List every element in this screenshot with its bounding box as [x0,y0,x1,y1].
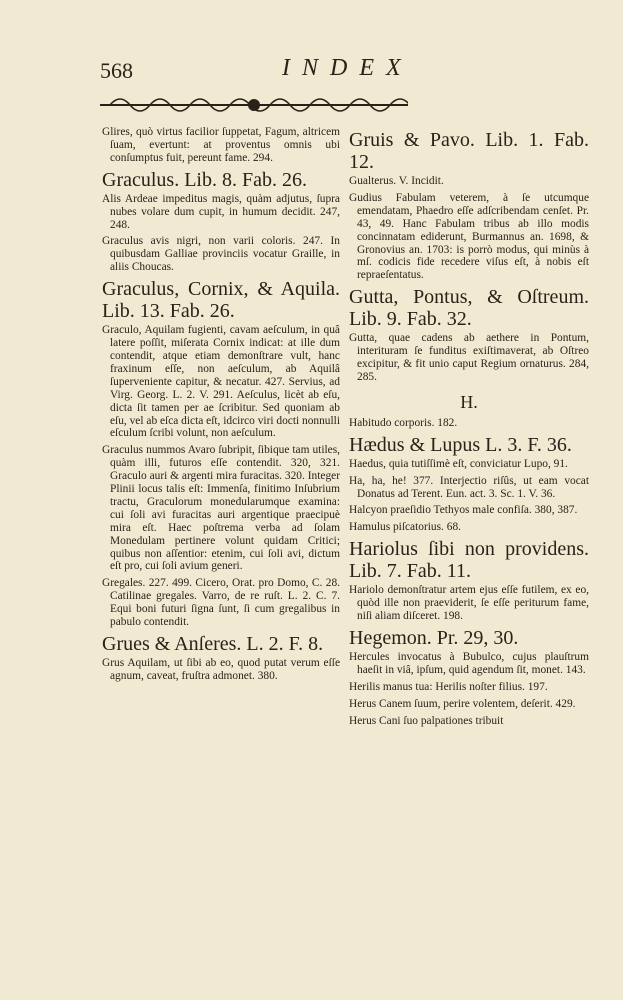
index-headword: Hegemon. Pr. 29, 30. [349,626,519,649]
ornament-divider [100,90,408,120]
index-entry: Graculus avis nigri, non varii coloris. 247. In quibusdam Galliae provinciis vocatur Graille, in aliis Choucas. [102,235,340,274]
index-headword: Graculus. Lib. 8. Fab. 26. [102,168,307,191]
index-entry: Hariolo demonſtratur artem ejus eſſe futilem, ex eo, quòd ille non praeviderit, ſe eſſe periturum fame, niſi aliam diſceret. 198. [349,584,589,623]
index-entry: Habitudo corporis. 182. [349,416,458,429]
page-number: 568 [100,58,133,83]
index-entry: Halcyon praeſidio Tethyos male confiſa. 380, 387. [349,504,578,517]
index-entry: Herus Canem ſuum, perire volentem, deſerit. 429. [349,697,576,710]
index-headword: Grues & Anſeres. L. 2. F. 8. [102,633,324,655]
index-entry: Ha, ha, he! 377. Interjectio riſûs, ut eam vocat Donatus ad Terent. Eun. act. 3. Sc. 1. V. 36. [349,474,589,500]
index-entry: Hamulus piſcatorius. 68. [349,521,461,534]
left-column [102,126,340,687]
section-letter: H. [460,391,478,412]
index-entry: Alis Ardeae impeditus magis, quàm adjutus, ſupra nubes volare dum cupit, in humum decidit. 247, 248. [102,192,340,231]
index-headword: Gruis & Pavo. Lib. 1. Fab. 12. [349,129,589,173]
index-entry: Herilis manus tua: Herilis noſter filius. 197. [349,680,548,693]
index-entry: Gutta, quae cadens ab aethere in Pontum, interituram ſe funditus exiſtimaverat, ab Oſtreo excipitur, & fit unio caput Regium ornaturus. 284, 285. [349,332,589,383]
index-headword: Graculus, Cornix, & Aquila. Lib. 13. Fab. 26. [102,278,340,323]
index-entry: Graculus nummos Avaro ſubripit, ſibique tam utiles, quàm illi, futuros eſſe contendit. 320, 321. Graculo auri & argenti mira furacitas. 320. Integer Plinii locus talis eſt: Immenſa, finitimo Inſubrium tractu, Graculorum monedularumque examina: cui ſoli avi furacitas auri argentique praecipuè mira eſt. Haec poſtrema verba ad ſolam Monedulam pertinere volunt quidam Critici; quibus non aſſentior: etenim, cui ſoli avi, dictum eſt pro, cui ſoli avium generi. [102,444,340,573]
index-entry: Graculo, Aquilam fugienti, cavam aeſculum, in quâ latere poſſit, miſerata Cornix indicat: at ille dum contendit, atque etiam demonſtrare vult, hanc fraxinum eſſe, non aeſculum, ab Aquilâ ſupervenientе capitur, & necatur. 427. Servius, ad Virg. Georg. L. 2. V. 291. Aeſculus, licèt ab eſu, dicta ſit tamen per ae ſcribitur. Sed quoniam ab eſu, vel ab eſca dicta eſt, idcirco viri docti nonnulli eſculum ſcribi volunt, non aeſculum. [102,324,340,440]
index-entry: Glires, quò virtus facilior ſuppetat, Fagum, altricem ſuam, evertunt: at proventus omnis ubi conſumptus fuit, pereunt fame. 294. [102,126,340,164]
index-headword: Gutta, Pontus, & Oſtreum. Lib. 9. Fab. 32. [349,286,589,331]
index-headword: Hariolus ſibi non providens. Lib. 7. Fab. 11. [349,538,589,583]
index-entry: Gualterus. V. Incidit. [349,175,444,187]
index-entry: Grus Aquilam, ut ſibi ab eo, quod putat verum eſſe agnum, caveat, fruſtra admonet. 380. [102,657,340,682]
index-entry: Haedus, quia tutiſſimè eſt, conviciatur Lupo, 91. [349,457,568,470]
index-entry: Gregales. 227. 499. Cicero, Orat. pro Domo, C. 28. Catilinae gregales. Varro, de re ruſt. L. 2. C. 7. Equi boni futuri ſigna ſunt, ſi cum gregalibus in pabulo contendit. [102,577,340,629]
index-entry: Gudius Fabulam veterem, à ſe utcumque emendatam, Phaedro eſſe adſcribendam cenſet. Pr. 43, 49. Hanc Fabulam tribus ab illo modis concinnatam ediderunt, Burmannus an. 1698, & Gronovius an. 1703: is porrò modus, qui minùs à mſ. codicis fide recedere viſus eſt, à nobis eſt repraeſentatus. [349,191,589,282]
index-entry: Herus Cani ſuo palpationes tribuit [349,714,504,727]
right-column [349,126,589,731]
index-entry: Hercules invocatus à Bubulco, cujus plauſtrum haeſit in viâ, ipſum, quid agendum ſit, monet. 143. [349,650,589,676]
index-headword: Hædus & Lupus L. 3. F. 36. [349,433,572,456]
running-head: INDEX [282,55,413,81]
